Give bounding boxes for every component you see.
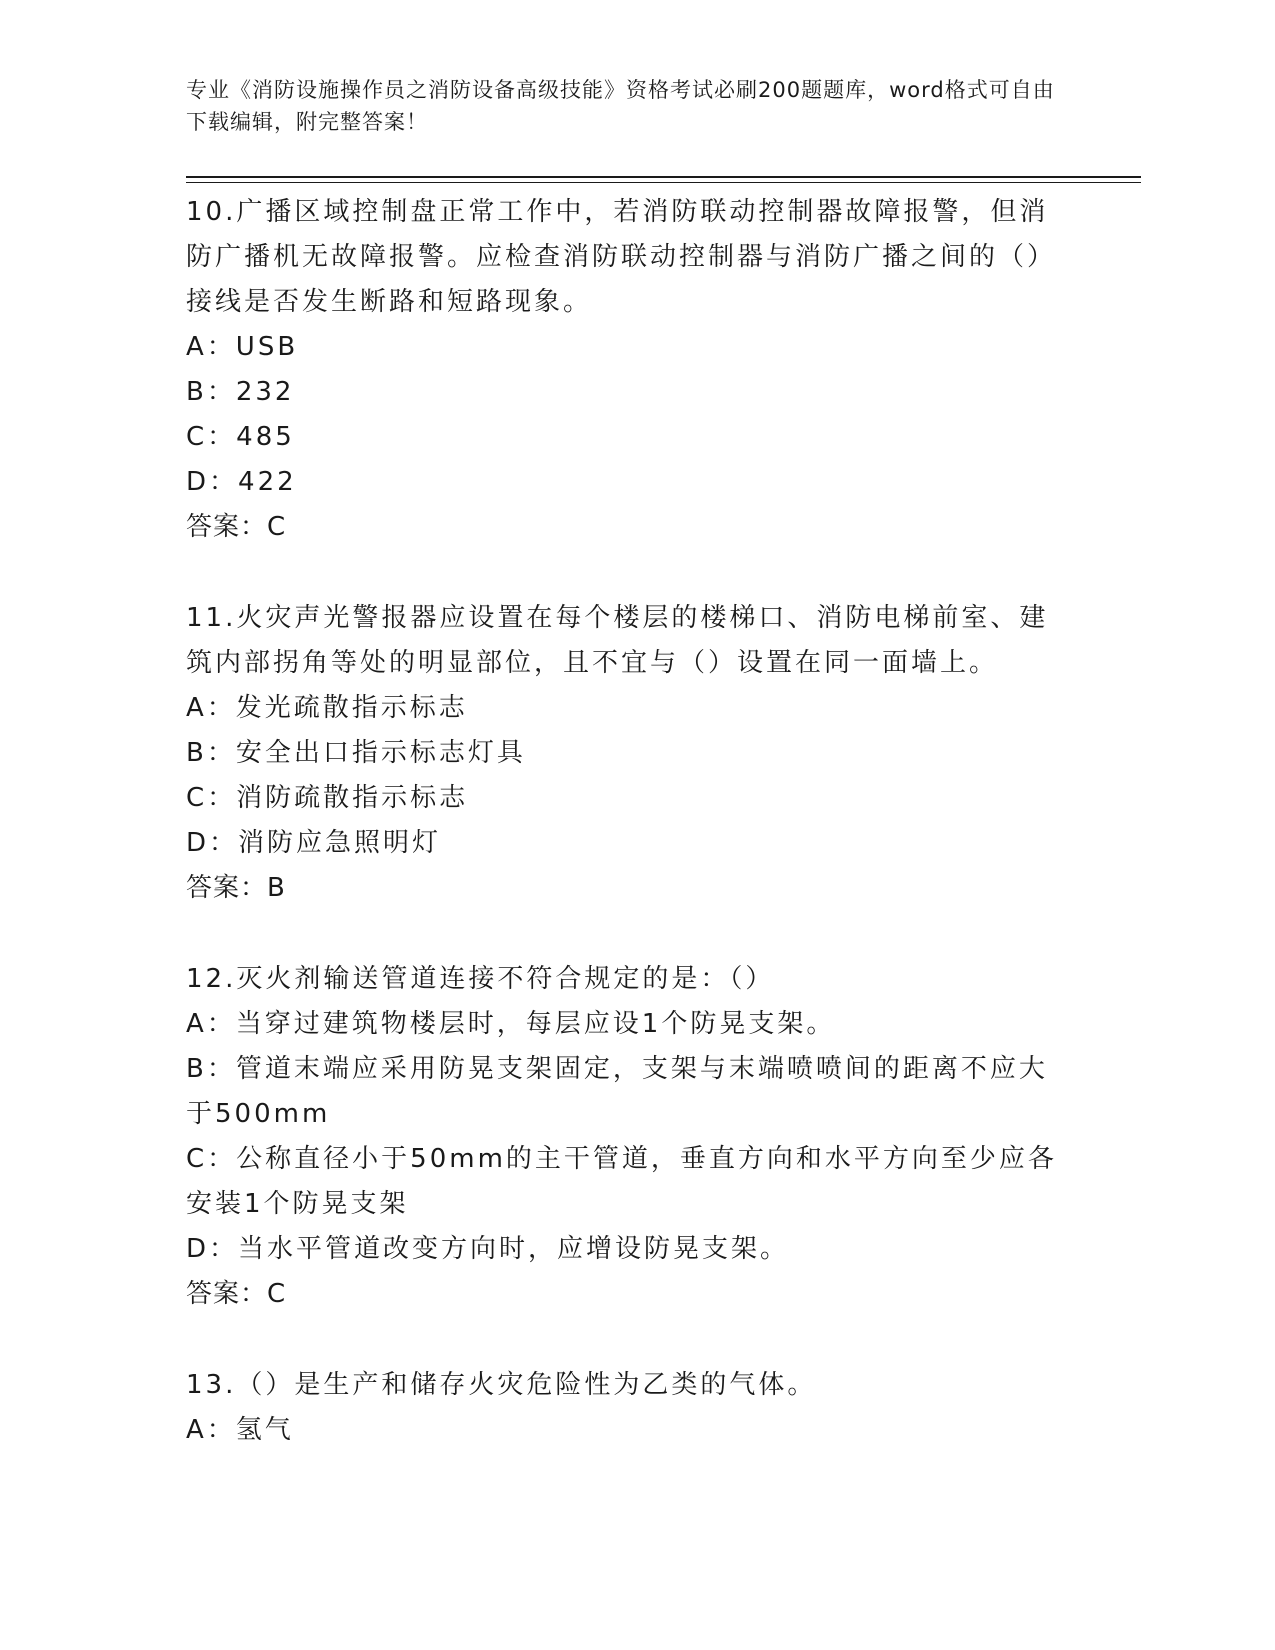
question-stem: 13.（）是生产和储存火灾危险性为乙类的气体。	[186, 1370, 817, 1400]
option-c: C：公称直径小于50mm的主干管道，垂直方向和水平方向至少应各安装1个防晃支架	[186, 1144, 1057, 1219]
option-a: A：氢气	[186, 1415, 294, 1445]
question-10	[186, 190, 1076, 550]
question-11	[186, 596, 1076, 911]
question-12	[186, 957, 1076, 1317]
option-a: A：发光疏散指示标志	[186, 693, 468, 723]
answer-line: 答案：C	[186, 512, 287, 542]
answer-line: 答案：C	[186, 1279, 287, 1309]
question-13	[186, 1363, 1076, 1453]
option-d: D：消防应急照明灯	[186, 828, 442, 858]
question-stem: 10.广播区域控制盘正常工作中，若消防联动控制器故障报警，但消防广播机无故障报警。应检查消防联动控制器与消防广播之间的（）接线是否发生断路和短路现象。	[186, 197, 1057, 317]
question-stem: 12.灭火剂输送管道连接不符合规定的是：（）	[186, 964, 775, 994]
answer-line: 答案：B	[186, 873, 286, 903]
option-b: B：管道末端应采用防晃支架固定，支架与末端喷喷间的距离不应大于500mm	[186, 1054, 1048, 1129]
option-b: B：安全出口指示标志灯具	[186, 738, 526, 768]
option-c: C：485	[186, 422, 295, 452]
option-d: D：422	[186, 467, 297, 497]
option-d: D：当水平管道改变方向时，应增设防晃支架。	[186, 1234, 790, 1264]
header-divider-thin	[186, 182, 1141, 183]
option-a: A：USB	[186, 332, 299, 362]
document-header: 专业《消防设施操作员之消防设备高级技能》资格考试必刷200题题库，word格式可自由下载编辑，附完整答案！	[186, 78, 1055, 134]
header-divider-thick	[186, 176, 1141, 178]
question-list	[186, 190, 1076, 1499]
option-a: A：当穿过建筑物楼层时，每层应设1个防晃支架。	[186, 1009, 836, 1039]
question-stem: 11.火灾声光警报器应设置在每个楼层的楼梯口、消防电梯前室、建筑内部拐角等处的明显部位，且不宜与（）设置在同一面墙上。	[186, 603, 1049, 678]
option-c: C：消防疏散指示标志	[186, 783, 469, 813]
option-b: B：232	[186, 377, 295, 407]
